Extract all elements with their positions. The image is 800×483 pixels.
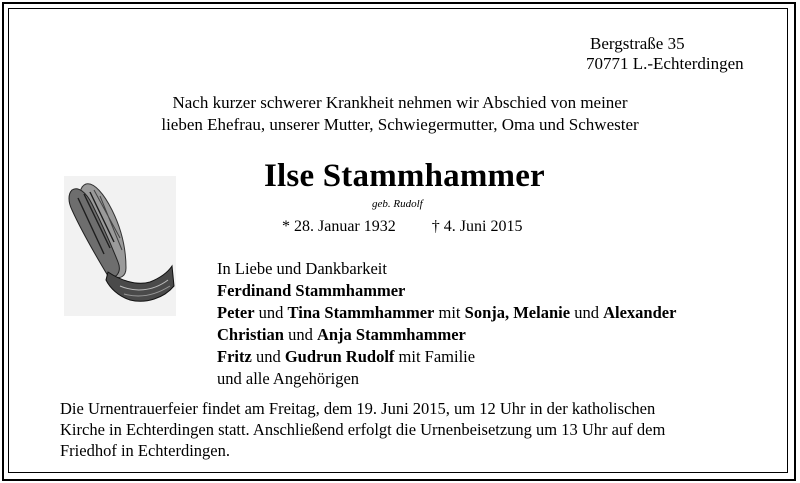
family-name-gudrun: Gudrun Rudolf: [284, 347, 395, 366]
address-block: [586, 34, 744, 74]
family-text-und-3: und: [283, 325, 317, 344]
family-text-und: und: [254, 303, 288, 322]
address-city: 70771 L.-Echterdingen: [586, 54, 744, 73]
family-text-und-2: und: [570, 303, 604, 322]
family-intro: In Liebe und Dankbarkeit: [217, 259, 387, 278]
family-line-5: und alle Angehörigen: [217, 369, 360, 388]
family-name-anja: Anja Stammhammer: [316, 325, 466, 344]
family-text-mit-familie: mit Familie: [394, 347, 476, 366]
intro-line-1: Nach kurzer schwerer Krankheit nehmen wir Abschied von meiner: [172, 93, 628, 112]
family-name-tina: Tina Stammhammer: [287, 303, 435, 322]
ceremony-details: [60, 398, 780, 461]
family-name-christian: Christian: [217, 325, 284, 344]
family-name-alexander: Alexander: [603, 303, 677, 322]
ceremony-line-3: Friedhof in Echterdingen.: [60, 441, 230, 460]
family-text-und-4: und: [251, 347, 285, 366]
family-signatures: [217, 258, 676, 390]
address-street: Bergstraße 35: [590, 34, 685, 53]
birth-date: * 28. Januar 1932: [282, 218, 396, 235]
family-line-4: [217, 346, 676, 368]
family-name-peter: Peter: [217, 303, 255, 322]
family-name-fritz: Fritz: [217, 347, 252, 366]
ceremony-line-1: Die Urnentrauerfeier findet am Freitag, dem 19. Juni 2015, um 12 Uhr in der katholischen: [60, 399, 656, 418]
birth-name: geb. Rudolf: [372, 198, 423, 210]
family-line-3: [217, 324, 676, 346]
life-dates: [282, 218, 522, 236]
family-name-sonja-melanie: Sonja, Melanie: [464, 303, 571, 322]
intro-text: [0, 92, 800, 136]
death-date: † 4. Juni 2015: [431, 218, 523, 235]
praying-hands-icon: [64, 176, 176, 316]
family-line-1: [217, 280, 676, 302]
intro-line-2: lieben Ehefrau, unserer Mutter, Schwiegermutter, Oma und Schwester: [161, 115, 639, 134]
family-name-ferdinand: Ferdinand Stammhammer: [217, 281, 406, 300]
family-line-2: [217, 302, 676, 324]
family-text-mit: mit: [434, 303, 465, 322]
ceremony-line-2: Kirche in Echterdingen statt. Anschließend erfolgt die Urnenbeisetzung um 13 Uhr auf dem: [60, 420, 666, 439]
deceased-name: Ilse Stammhammer: [264, 158, 545, 194]
